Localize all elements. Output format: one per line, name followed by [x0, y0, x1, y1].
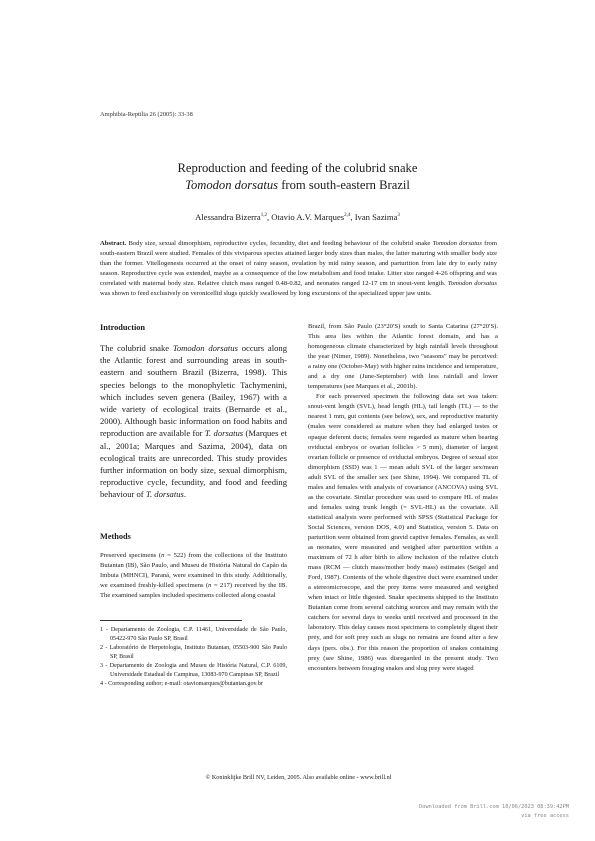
author-1: Alessandra Bizerra	[195, 212, 261, 222]
left-column	[100, 322, 287, 690]
author-3-affil: 3	[397, 213, 400, 219]
study-area-paragraph: Brazil, from São Paulo (23°20′S) south to Santa Catarina (27°20′S). This area lies within the Atlantic forest domain, and has a homogeneous climate characterized by high rainfall levels throughout the year (Nimer, 1989). Nonetheless, two "seasons" may be perceived: a rainy one (October-May) with higher rains incidence and temperature, and a dry one (June-September) with less rainfall and lower temperatures (see Marques et al., 2001b).	[308, 323, 498, 391]
abstract-label: Abstract.	[100, 240, 127, 247]
title-species: Tomodon dorsatus	[185, 178, 279, 192]
title-line-1: Reproduction and feeding of the colubrid snake	[177, 161, 418, 175]
footnote-2: 2 - Laboratório de Herpetologia, Instituto Butantan, 05503-900 São Paulo SP, Brasil	[100, 645, 287, 661]
intro-heading: Introduction	[100, 323, 146, 332]
author-2: Otavio A.V. Marques	[271, 212, 345, 222]
right-column	[308, 322, 498, 674]
download-stamp: Downloaded from Brill.com 10/06/2023 08:39:42PM via free access	[419, 804, 569, 819]
title-line-2	[60, 177, 535, 194]
author-1-affil: 1,2	[260, 213, 267, 219]
methods-heading: Methods	[100, 531, 131, 541]
data-collection-paragraph: For each preserved specimen the following data set was taken: snout-vent length (SVL), head length (HL), tail length (TL) — to the nearest 1 mm, gut contents (see below), sex, and reproductive maturity (males were considered as mature when they had enlarged testes or opaque deferent ducts; females were regarded as mature when bearing oviductal embryos or ovarian follicles > 5 mm), diameter of largest ovarian follicle or presence of oviductal embryos. Degree of sexual size dimorphism (SSD) was 1 — mean adult SVL of the larger sex/mean adult SVL of the smaller sex (see Shine, 1994). We compared TL of males and females with analysis of covariance (ANCOVA) using SVL as the covariate. Similar procedure was used to compare HL of males and females using trunk length (= SVL-HL) as the covariate. All statistical analysis were performed with SPSS (Statistical Package for Social Sciences, version DOS, 4.0) and Statistica, version 5. Data on parturition were obtained from gravid captive females. Females, as well as neonates, were measured and weighed after parturition within a maximum of 72 h after birth to allow inclusion of the relative clutch mass (RCM — clutch mass/mother body mass) estimates (Seigel and Ford, 1987). Contents of the whole digestive duct were examined under a stereomicroscope, and the prey items were measured and weighed when intact or little digested. Snake specimens shipped to the Instituto Butantan come from several catching sources and may remain with the catchers for several days to weeks until received and processed in the laboratory. This delay causes most specimens to completely digest their prey, and for soft prey such as slugs no remains are found after a few days (pers. obs.). For this reason the proportion of snakes containing prey (see Shine, 1986) was disregarded in the present study. Two encounters between foraging snakes and slug prey were staged	[308, 393, 498, 672]
article-title	[60, 160, 535, 194]
author-2-affil: 2,4	[344, 213, 351, 219]
footnote-4: 4 - Corresponding author; e-mail: otaviomarques@butantan.gov.br	[100, 681, 263, 688]
footnote-3: 3 - Departamento de Zoologia and Museu de História Natural, C.P. 6109, Universidade Estadual de Campinas, 13083-970 Campinas SP, Brazil	[100, 663, 287, 679]
intro-paragraph: The colubrid snake Tomodon dorsatus occurs along the Atlantic forest and surrounding areas in south-eastern and southern Brazil (Bizerra, 1998). This species belongs to the monophyletic Tachymenini, which includes seven genera (Bailey, 1967) with a wide variety of ecological traits (Bernarde et al., 2000). Although basic information on food habits and reproduction are available for T. dorsatus (Marques et al., 2001a; Marques and Sazima, 2004), data on ecological traits are unrecorded. This study provides further information on body size, sexual dimorphism, reproductive cycle, fecundity, and food and feeding behaviour of T. dorsatus.	[100, 343, 288, 500]
footnote-divider	[100, 620, 242, 621]
copyright-line: © Koninklijke Brill NV, Leiden, 2005. Also available online - www.brill.nl	[205, 774, 392, 781]
journal-citation: Amphibia-Reptilia 26 (2005): 33-38	[100, 111, 193, 118]
footnote-1: 1 - Departamento de Zoologia, C.P. 11461, Universidade de São Paulo, 05422-970 São Paulo SP, Brasil	[100, 626, 287, 642]
methods-paragraph: Preserved specimens (n = 522) from the collections of the Instituto Butantan (IB), São Paulo, and Museu de História Natural do Capão da Imbuia (MHNCI), Paraná, were examined in this study. Additionally, we examined freshly-killed specimens (n = 217) received by the IB. The examined samples included specimens collected along coastal	[100, 551, 287, 599]
author-3: Ivan Sazima	[354, 212, 398, 222]
abstract: Abstract. Body size, sexual dimorphism, reproductive cycles, fecundity, diet and feeding behaviour of the colubrid snake Tomodon dorsatus from south-eastern Brazil were studied. Females of this viviparous species attained larger body sizes than males, the latter maturing with smaller body size than the former. Vitellogenesis occurred at the onset of rainy season, ovulation by mid rainy season, and parturition from late dry to early rainy season. Reproductive cycle was extended, maybe as a consequence of the low metabolism and food intake. Litter size ranged 4-26 offspring and was correlated with maternal body size. Relative clutch mass ranged 0.48-0.82, and neonates ranged 12-17 cm in snout-vent length. Tomodon dorsatus was shown to feed exclusively on veronicellid slugs quickly swallowed by long excursions of the specialized upper jaw units.	[100, 240, 497, 298]
title-line-2-rest: from south-eastern Brazil	[278, 178, 410, 192]
author-list: Alessandra Bizerra$^{1,2}$, Otavio A.V. Marques$^{2,4}$, Ivan Sazima$^3$	[195, 212, 400, 222]
